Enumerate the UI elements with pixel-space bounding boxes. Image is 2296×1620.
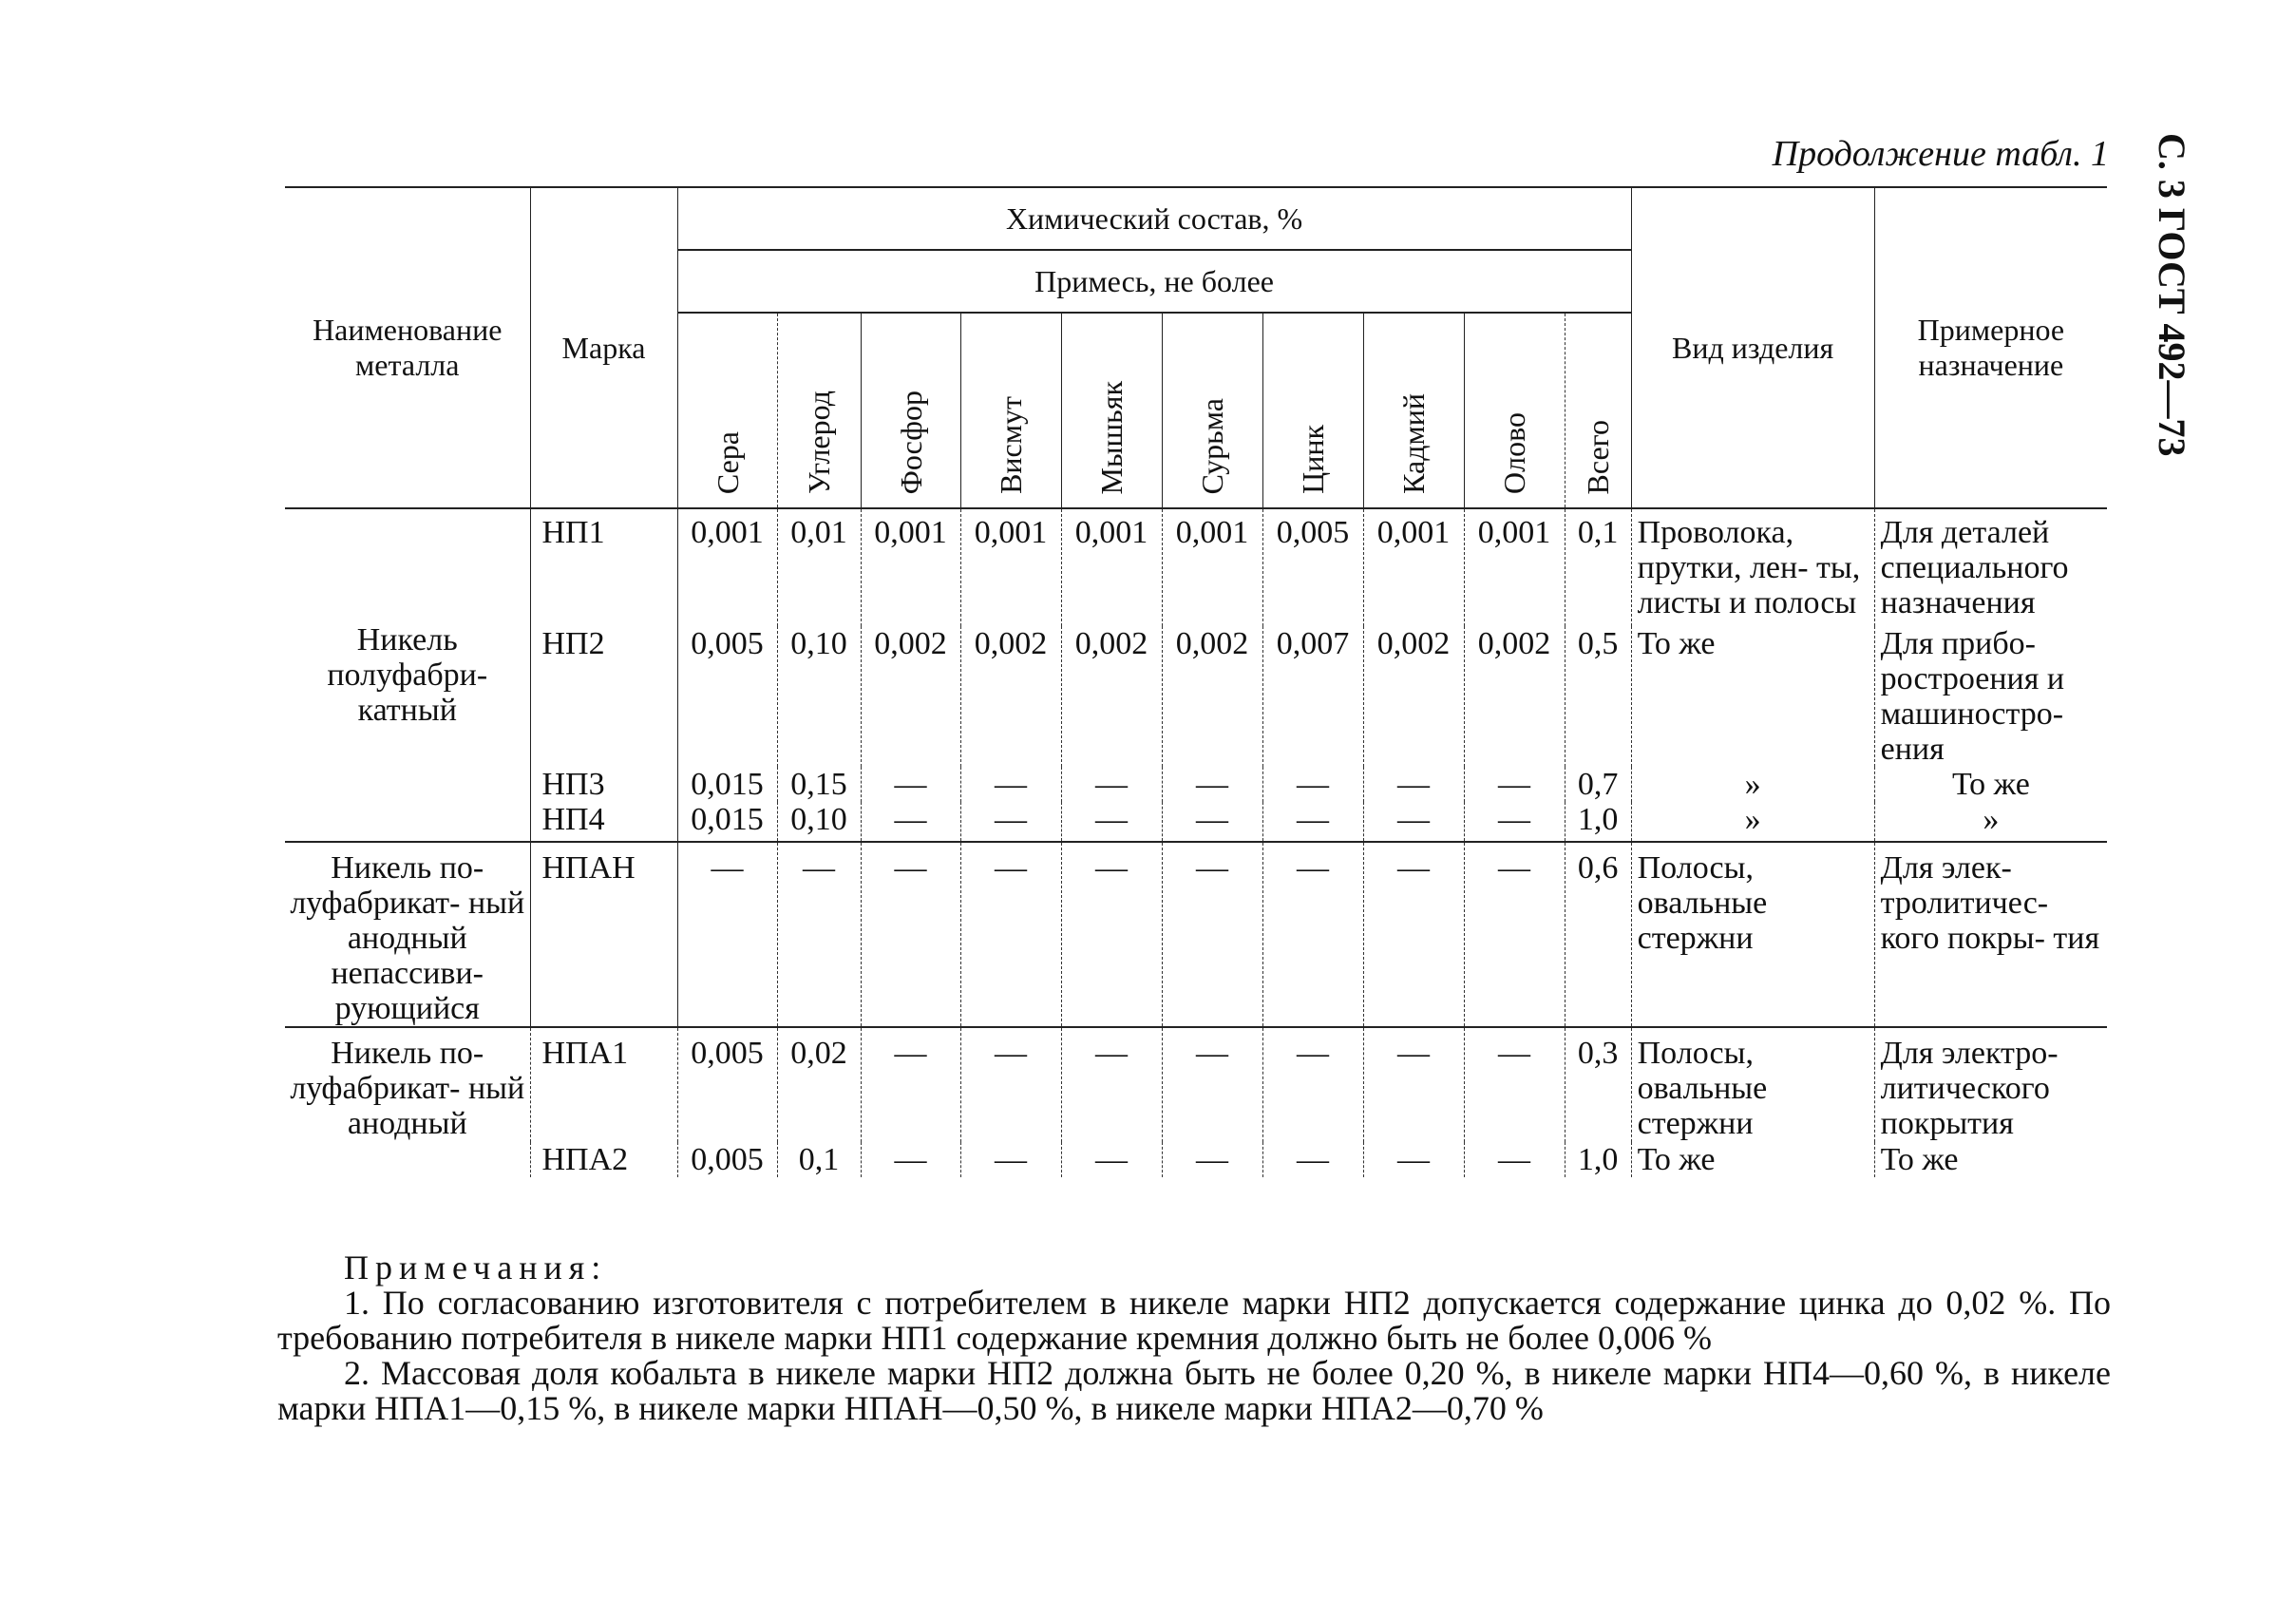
value-tin: — [1464,1027,1565,1142]
table-row [285,1142,2107,1177]
purpose-cell: Для деталей специального назначения [1874,508,2107,626]
value-antimony: — [1162,1142,1262,1177]
product-type-cell: Проволока, прутки, лен- ты, листы и полосы [1631,508,1874,626]
value-carbon: 0,10 [777,802,861,842]
value-sulfur: 0,015 [677,802,777,842]
value-phosphorus: — [861,802,960,842]
value-total: 0,6 [1565,842,1631,1027]
value-sulfur: 0,005 [677,626,777,767]
value-carbon: — [777,842,861,1027]
side-page-header [2151,133,2232,589]
table-row [285,1027,2107,1142]
table-row [285,767,2107,802]
note-item: 1. По согласованию изготовителя с потребителем в никеле марки НП2 допускается содержание цинка до 0,02 %. По требованию потребителя в никеле марки НП1 содержание кремния должно быть не более 0,006 % [277,1284,2111,1357]
header-chemical-composition: Химический состав, % [677,187,1631,250]
table-row [285,842,2107,1027]
value-cadmium: — [1363,802,1464,842]
product-type-cell: Полосы, овальные стержни [1631,1027,1874,1142]
value-carbon: 0,02 [777,1027,861,1142]
mark-cell: НПА1 [530,1027,677,1142]
value-antimony: — [1162,1027,1262,1142]
notes-section [277,1250,2111,1426]
value-sulfur: 0,001 [677,508,777,626]
metal-name-cell: Никель полуфабри- катный [327,622,488,728]
value-total: 0,7 [1565,767,1631,802]
value-phosphorus: — [861,767,960,802]
value-total: 0,5 [1565,626,1631,767]
header-element-arsenic: Мышьяк [1061,313,1162,508]
value-phosphorus: 0,001 [861,508,960,626]
chemical-composition-table [285,186,2107,1177]
value-zinc: — [1262,842,1363,1027]
value-zinc: — [1262,1142,1363,1177]
value-bismuth: — [960,767,1061,802]
header-element-total: Всего [1565,313,1631,508]
header-element-sulfur: Сера [677,313,777,508]
product-type-cell: » [1631,767,1874,802]
value-antimony: — [1162,802,1262,842]
product-type-cell: » [1631,802,1874,842]
value-sulfur: 0,015 [677,767,777,802]
value-antimony: 0,001 [1162,508,1262,626]
product-type-cell: Полосы, овальные стержни [1631,842,1874,1027]
value-tin: — [1464,1142,1565,1177]
product-type-cell: То же [1631,1142,1874,1177]
header-impurity: Примесь, не более [677,250,1631,313]
value-antimony: — [1162,767,1262,802]
value-phosphorus: 0,002 [861,626,960,767]
purpose-cell: Для электро- литического покрытия [1874,1027,2107,1142]
header-product-type: Вид изделия [1631,187,1874,508]
mark-cell: НП2 [530,626,677,767]
mark-cell: НП4 [530,802,677,842]
purpose-cell: Для элек- тролитичес- кого покры- тия [1874,842,2107,1027]
value-zinc: — [1262,802,1363,842]
value-bismuth: — [960,802,1061,842]
value-cadmium: — [1363,1027,1464,1142]
header-purpose: Примерное назначение [1874,187,2107,508]
mark-cell: НПАН [530,842,677,1027]
product-type-cell: То же [1631,626,1874,767]
header-element-cadmium: Кадмий [1363,313,1464,508]
value-cadmium: 0,002 [1363,626,1464,767]
value-arsenic: — [1061,802,1162,842]
header-element-carbon: Углерод [777,313,861,508]
value-bismuth: 0,001 [960,508,1061,626]
value-tin: 0,002 [1464,626,1565,767]
value-arsenic: — [1061,767,1162,802]
value-tin: — [1464,767,1565,802]
value-total: 0,3 [1565,1027,1631,1142]
header-metal-name: Наименование металла [285,187,530,508]
table-row [285,802,2107,842]
value-total: 1,0 [1565,1142,1631,1177]
header-element-bismuth: Висмут [960,313,1061,508]
value-zinc: — [1262,767,1363,802]
value-cadmium: — [1363,767,1464,802]
value-zinc: 0,005 [1262,508,1363,626]
header-element-phosphorus: Фосфор [861,313,960,508]
purpose-cell: Для прибо- ростроения и машиностро- ения [1874,626,2107,767]
mark-cell: НПА2 [530,1142,677,1177]
value-antimony: — [1162,842,1262,1027]
value-arsenic: — [1061,842,1162,1027]
mark-cell: НП3 [530,767,677,802]
note-item: 2. Массовая доля кобальта в никеле марки НП2 должна быть не более 0,20 %, в никеле марки НП4—0,60 %, в никеле марки НПА1—0,15 %, в никеле марки НПАН—0,50 %, в никеле марки НПА2—0,70 % [277,1354,2111,1427]
value-sulfur: — [677,842,777,1027]
value-arsenic: — [1061,1142,1162,1177]
value-bismuth: — [960,842,1061,1027]
value-phosphorus: — [861,1027,960,1142]
header-mark: Марка [530,187,677,508]
value-phosphorus: — [861,842,960,1027]
purpose-cell: То же [1874,1142,2107,1177]
side-page-header-text: С. 3 ГОСТ 492—73 [2151,133,2193,457]
table-row [285,626,2107,767]
value-carbon: 0,01 [777,508,861,626]
header-element-tin: Олово [1464,313,1565,508]
value-bismuth: — [960,1027,1061,1142]
table-continuation-caption: Продолжение табл. 1 [1772,134,2109,174]
table-body [285,508,2107,1177]
value-phosphorus: — [861,1142,960,1177]
value-carbon: 0,15 [777,767,861,802]
notes-title: Примечания: [344,1248,608,1286]
value-arsenic: 0,002 [1061,626,1162,767]
value-tin: 0,001 [1464,508,1565,626]
value-sulfur: 0,005 [677,1027,777,1142]
value-total: 1,0 [1565,802,1631,842]
purpose-cell: » [1874,802,2107,842]
value-bismuth: — [960,1142,1061,1177]
value-cadmium: — [1363,842,1464,1027]
purpose-cell: То же [1874,767,2107,802]
header-element-antimony: Сурьма [1162,313,1262,508]
value-carbon: 0,10 [777,626,861,767]
value-carbon: 0,1 [777,1142,861,1177]
metal-name-cell: Никель по- луфабрикат- ный анодный [285,1027,530,1177]
value-arsenic: — [1061,1027,1162,1142]
value-antimony: 0,002 [1162,626,1262,767]
value-tin: — [1464,802,1565,842]
value-zinc: — [1262,1027,1363,1142]
header-element-zinc: Цинк [1262,313,1363,508]
value-sulfur: 0,005 [677,1142,777,1177]
value-tin: — [1464,842,1565,1027]
mark-cell: НП1 [530,508,677,626]
value-total: 0,1 [1565,508,1631,626]
value-cadmium: — [1363,1142,1464,1177]
metal-name-cell: Никель по- луфабрикат- ный анодный непассиви- рующийся [285,842,530,1027]
value-cadmium: 0,001 [1363,508,1464,626]
value-arsenic: 0,001 [1061,508,1162,626]
value-zinc: 0,007 [1262,626,1363,767]
value-bismuth: 0,002 [960,626,1061,767]
table-row [285,508,2107,626]
